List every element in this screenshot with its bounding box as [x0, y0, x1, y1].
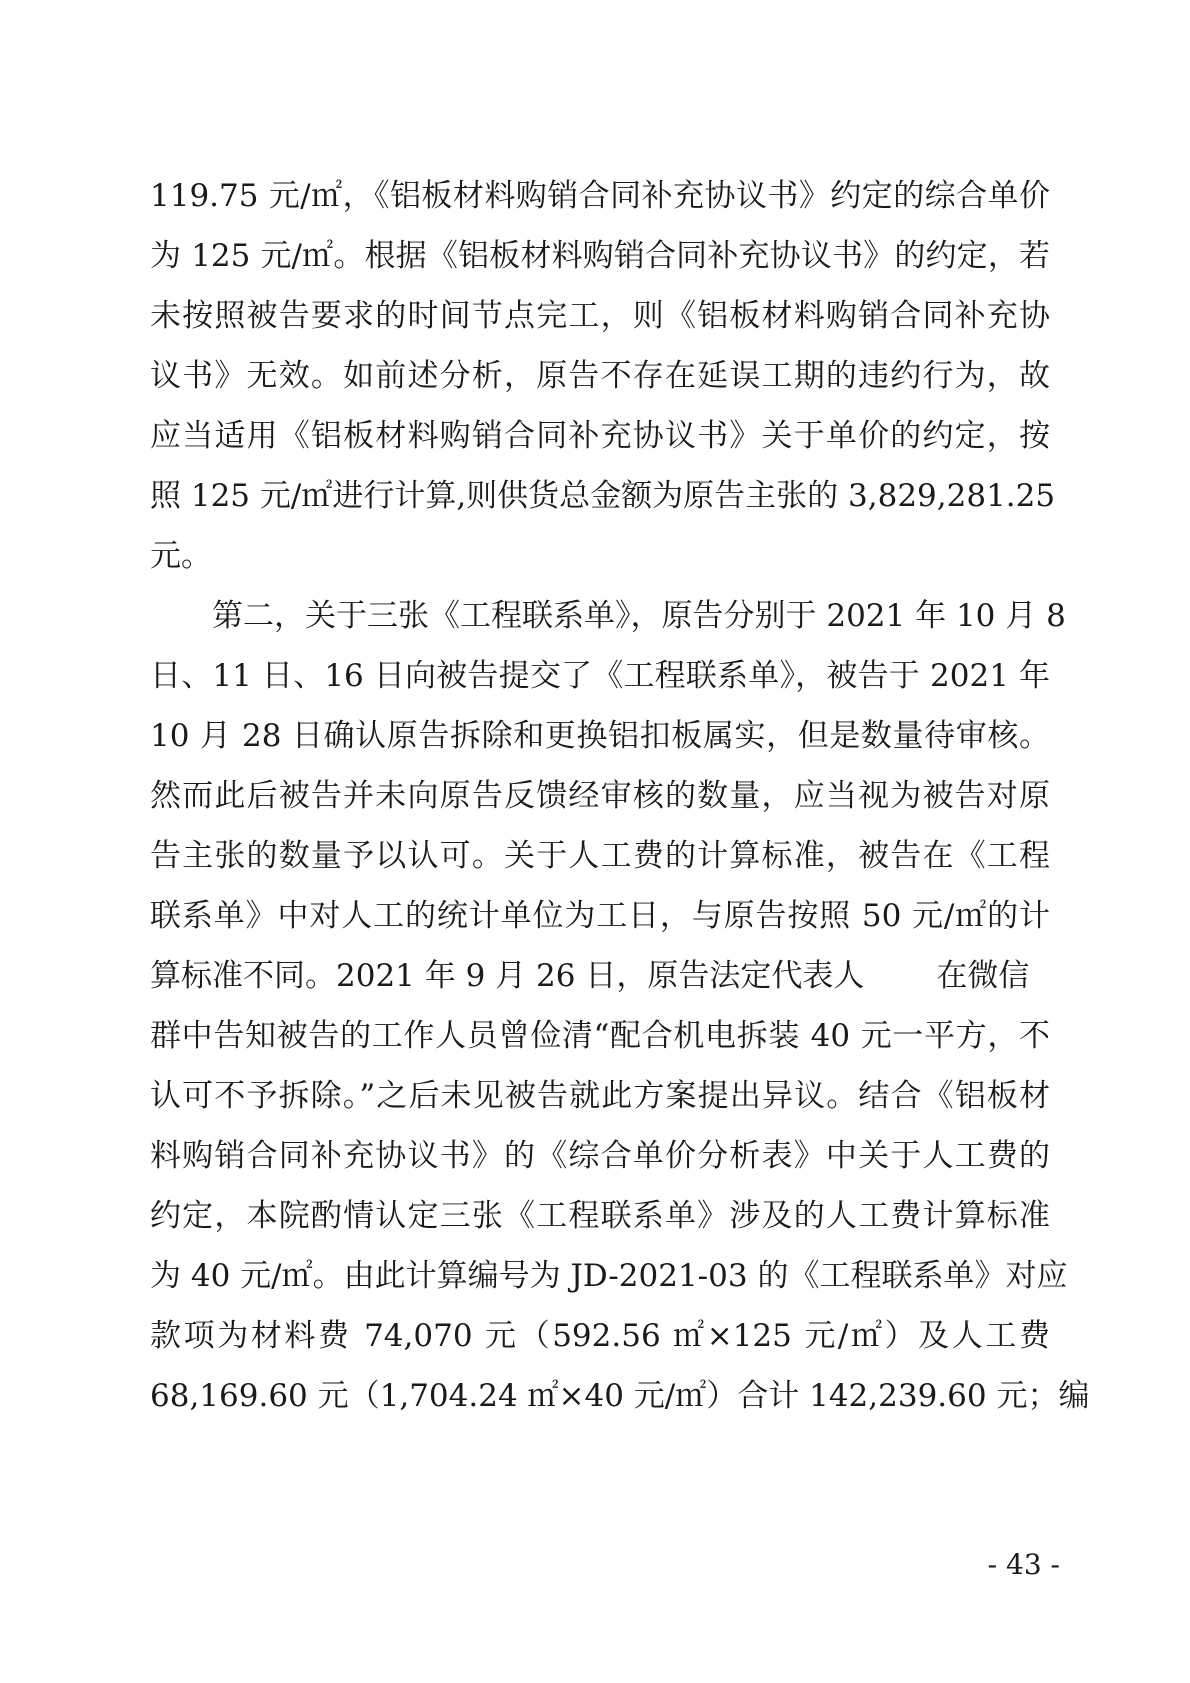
text-line: 认可不予拆除。”之后未见被告就此方案提出异议。结合《铝板材: [150, 1078, 1050, 1114]
text-line: 群中告知被告的工作人员曾俭清“配合机电拆装 40 元一平方，不: [150, 1018, 1050, 1054]
text-line: 119.75 元/㎡，《铝板材料购销合同补充协议书》约定的综合单价: [150, 178, 1050, 214]
text-line: 68,169.60 元（1,704.24 ㎡×40 元/㎡）合计 142,239.60 元；编: [150, 1378, 1090, 1414]
paragraph-first-line: 第二，关于三张《工程联系单》，原告分别于 2021 年 10 月 8: [212, 598, 1066, 634]
text-segment: 在微信: [936, 958, 1030, 994]
text-line: 未按照被告要求的时间节点完工，则《铝板材料购销合同补充协: [150, 298, 1050, 334]
text-line: 款项为材料费 74,070 元（592.56 ㎡×125 元/㎡）及人工费: [150, 1318, 1050, 1354]
text-line: 然而此后被告并未向原告反馈经审核的数量，应当视为被告对原: [150, 778, 1050, 814]
text-line: 约定，本院酌情认定三张《工程联系单》涉及的人工费计算标准: [150, 1198, 1050, 1234]
text-line: 照 125 元/㎡进行计算,则供货总金额为原告主张的 3,829,281.25: [150, 478, 1056, 514]
text-line: 联系单》中对人工的统计单位为工日，与原告按照 50 元/㎡的计: [150, 898, 1050, 934]
text-line: 告主张的数量予以认可。关于人工费的计算标准，被告在《工程: [150, 838, 1050, 874]
text-line: 料购销合同补充协议书》的《综合单价分析表》中关于人工费的: [150, 1138, 1050, 1174]
text-line: 为 40 元/㎡。由此计算编号为 JD-2021-03 的《工程联系单》对应: [150, 1258, 1068, 1294]
text-line: 日、11 日、16 日向被告提交了《工程联系单》，被告于 2021 年: [150, 658, 1050, 694]
text-line: 应当适用《铝板材料购销合同补充协议书》关于单价的约定，按: [150, 418, 1050, 454]
text-line: 为 125 元/㎡。根据《铝板材料购销合同补充协议书》的约定，若: [150, 238, 1050, 274]
page-number: - 43 -: [987, 1548, 1060, 1581]
text-line-redacted: [150, 956, 1050, 996]
text-line: 10 月 28 日确认原告拆除和更换铝扣板属实，但是数量待审核。: [150, 718, 1050, 754]
text-line: 元。: [150, 538, 212, 574]
redaction-mark: [864, 963, 936, 993]
text-segment: 算标准不同。2021 年 9 月 26 日，原告法定代表人: [150, 958, 865, 994]
text-line: 议书》无效。如前述分析，原告不存在延误工期的违约行为，故: [150, 358, 1050, 394]
